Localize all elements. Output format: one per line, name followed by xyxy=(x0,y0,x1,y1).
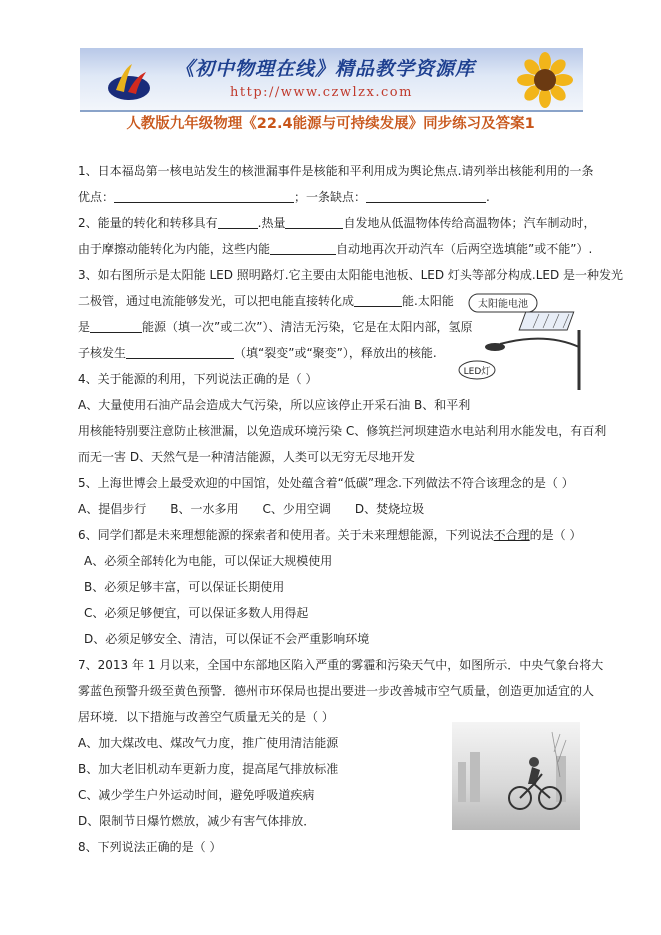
q2-text-e: 自动地再次开动汽车（后两空选填能”或不能”）. xyxy=(336,242,593,256)
banner-url: http://www.czwlzx.com xyxy=(230,85,413,100)
q4-stem: 4、关于能源的利用，下列说法正确的是（ ） xyxy=(78,372,318,386)
q7-line3: 居环境．以下措施与改善空气质量无关的是（ ） xyxy=(78,710,334,724)
q7-option-c: C、减少学生户外运动时间，避免呼吸道疾病 xyxy=(78,788,315,802)
q1-blank-1 xyxy=(114,188,294,203)
q3-blank-1 xyxy=(354,292,402,307)
q6-option-d: D、必须足够安全、清洁，可以保证不会严重影响环境 xyxy=(84,632,370,646)
solar-panel-label: 太阳能电池 xyxy=(478,299,528,310)
q6-text-b: 的是（ ） xyxy=(529,528,582,542)
q5-option-c: C、少用空调 xyxy=(262,502,331,516)
q7-option-b: B、加大老旧机动车更新力度，提高尾气排放标准 xyxy=(78,762,339,776)
q6-text-underlined: 不合理 xyxy=(493,528,530,542)
q4-line2: A、大量使用石油产品会造成大气污染，所以应该停止开采石油 B、和平利 xyxy=(78,398,471,412)
q6-stem xyxy=(78,522,588,548)
q5-option-a: A、提倡步行 xyxy=(78,502,147,516)
q5-options xyxy=(78,496,588,522)
q3-text-a: 二极管，通过电流能够发光，可以把电能直接转化成 xyxy=(78,294,355,308)
q4-line3: 用核能特别要注意防止核泄漏，以免造成环境污染 C、修筑拦河坝建造水电站利用水能发电，有百利 xyxy=(78,424,607,438)
q2-text-b: .热量 xyxy=(257,216,286,230)
q2-blank-1 xyxy=(218,214,258,229)
q2-text-c: 自发地从低温物体传给高温物体；汽车制动时， xyxy=(343,216,596,230)
q7-option-a: A、加大煤改电、煤改气力度，推广使用清洁能源 xyxy=(78,736,339,750)
q1-text-c: . xyxy=(486,190,490,204)
q3-text-c: 是 xyxy=(78,320,91,334)
q3-text-f: （填“裂变”或“聚变”），释放出的核能. xyxy=(234,346,437,360)
logo-icon xyxy=(106,58,152,104)
sunflower-icon xyxy=(513,52,577,108)
q6-option-a: A、必须全部转化为电能，可以保证大规模使用 xyxy=(84,554,333,568)
q2-text-d: 由于摩擦动能转化为内能，这些内能 xyxy=(78,242,271,256)
q2-blank-3 xyxy=(270,240,336,255)
q1-line2 xyxy=(78,184,588,210)
banner-title: 《初中物理在线》精品教学资源库 xyxy=(175,58,476,80)
q3-blank-3 xyxy=(126,344,234,359)
smog-cyclist-photo xyxy=(452,722,580,830)
q7-line1: 7、2013 年 1 月以来，全国中东部地区陷入严重的雾霾和污染天气中，如图所示．中央气象台将大 xyxy=(78,658,604,672)
q5-option-b: B、一水多用 xyxy=(170,502,239,516)
q5-option-d: D、焚烧垃圾 xyxy=(354,502,425,516)
q3-text-e: 子核发生 xyxy=(78,346,127,360)
q3-text-b: 能.太阳能 xyxy=(402,294,454,308)
q1-blank-2 xyxy=(366,188,486,203)
q6-option-b: B、必须足够丰富，可以保证长期使用 xyxy=(84,580,285,594)
q8-stem: 8、下列说法正确的是（ ） xyxy=(78,840,222,854)
q3-text-d: 能源（填一次”或二次”）、清洁无污染，它是在太阳内部，氢原 xyxy=(142,320,473,334)
q1-line1: 1、日本福岛第一核电站发生的核泄漏事件是核能和平利用成为舆论焦点.请列举出核能利用的一条 xyxy=(78,164,594,178)
led-lamp-label: LED灯 xyxy=(463,367,491,377)
q2-text-a: 2、能量的转化和转移具有 xyxy=(78,216,218,230)
q4-line4: 而无一害 D、天然气是一种清洁能源，人类可以无穷无尽地开发 xyxy=(78,450,416,464)
q3-line1: 3、如右图所示是太阳能 LED 照明路灯.它主要由太阳能电池板、LED 灯头等部分构成.LED 是一种发光 xyxy=(78,268,624,282)
q5-stem: 5、上海世博会上最受欢迎的中国馆，处处蕴含着“低碳”理念.下列做法不符合该理念的是（ ） xyxy=(78,476,574,490)
q7-option-d: D、限制节日爆竹燃放，减少有害气体排放． xyxy=(78,814,316,828)
q1-text-b: ；一条缺点： xyxy=(294,190,367,204)
q2-line1 xyxy=(78,210,596,236)
q6-option-c: C、必须足够便宜，可以保证多数人用得起 xyxy=(84,606,309,620)
header-banner xyxy=(80,48,583,112)
q3-blank-2 xyxy=(90,318,142,333)
q1-text-a: 优点： xyxy=(78,190,115,204)
q6-text-a: 6、同学们都是未来理想能源的探索者和使用者。关于未来理想能源，下列说法 xyxy=(78,528,494,542)
q2-blank-2 xyxy=(285,214,343,229)
solar-led-streetlight-figure xyxy=(455,292,590,392)
document-title: 人教版九年级物理《22.4能源与可持续发展》同步练习及答案1 xyxy=(126,116,535,132)
q7-line2: 雾蓝色预警升级至黄色预警．德州市环保局也提出要进一步改善城市空气质量，创造更加适宜的人 xyxy=(78,684,595,698)
q2-line2 xyxy=(78,236,593,262)
